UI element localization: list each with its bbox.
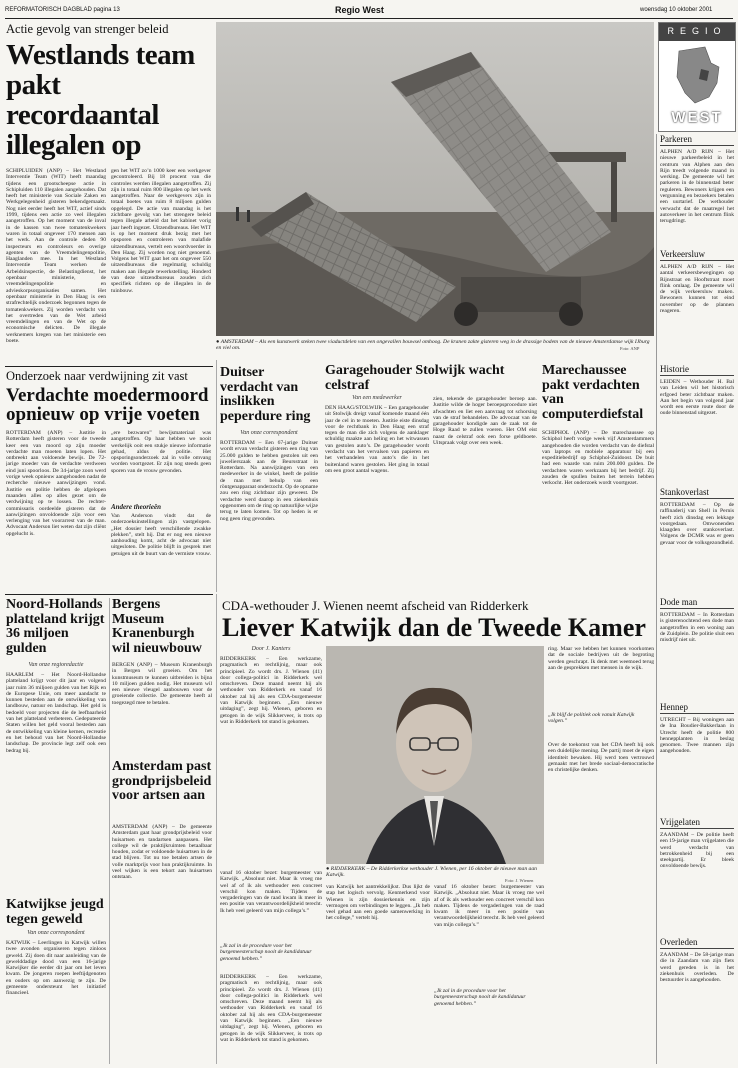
article10-headline: Liever Katwijk dan de Tweede Kamer	[222, 613, 646, 642]
brief-body: ZAANDAM – De politie heeft een 19-jarige man vrijgelaten die werd verdacht van betrokkenheid bij een steekpartij. Er bleek onvoldoende bewijs.	[660, 832, 734, 870]
masthead-right: woensdag 10 oktober 2001	[640, 7, 713, 13]
article6-headline: Noord-Hollands platteland krijgt 36 miljoen gulden	[6, 597, 105, 656]
article8-divider	[109, 598, 110, 1064]
brief-body: ALPHEN A/D RIJN – Het aantal verkeersbewegingen op Rijnstraat en Hooftstraat moet flink omlaag. De gemeente wil de wijk verkeersluw maken. Bewoners kunnen tot eind november op de plannen reageren.	[660, 264, 734, 315]
brief-title: Overleden	[660, 937, 734, 949]
brief-body: ROTTERDAM – Op de raffinaderij van Shell in Pernis heeft zich dinsdag een lekkage voorgedaan. Omwonenden klaagden over stankoverlast. Volgens de DCMR was er geen gevaar voor de volksgezondheid.	[660, 502, 734, 546]
article2-kicker: Onderzoek naar verdwijning zit vast	[6, 369, 188, 383]
portrait-caption-text: RIDDERKERK – De Ridderkerkse wethouder J. Wienen, per 16 oktober de nieuwe man aan Katwijk.	[326, 866, 537, 879]
brief-vrijgelaten	[660, 817, 734, 937]
article9-headline: Amsterdam past grondprijsbeleid voor artsen aan	[112, 759, 212, 803]
article10-col3: van Katwijk het aantrekkelijkst. Dus lijkt de stap het logisch vervolg. Kenmerkend voor Wienen is zijn dossierkennis en zijn vermogen om verbindingen te leggen. „Ik heb veel gehad aan een goede samenwerking in het college,” vertelt hij.	[326, 884, 430, 922]
article10-col4: ring. Maar we hebben het kunnen voorkomen dat de sociale bedrijven uit de begroting werden geschrapt. Ik denk met weemoed terug aan de gesprekken met mensen in de wijk.	[548, 646, 654, 671]
viaduct-photo-image	[216, 22, 654, 336]
article3-byline: Van onze correspondent	[240, 430, 298, 436]
article1-col1: SCHIPLUIDEN (ANP) – Het Westland Interventie Team (WIT) heeft maandag tijdens een grootscheepse actie in Schipluiden 110 illegalen aangehouden. Dat heeft het ministerie van Sociale Zaken en Werkgelegenheid gisteren bekendgemaakt. Nog niet eerder heeft het WIT, actief sinds 1999, tijdens een actie zo veel illegalen aangetroffen. Op het moment van de inval in de kassen van twee tomatenkwekers waren in totaal ongeveer 170 mensen aan het werk. Aan de controle deden 90 inspecteurs en controleurs en overige agenten van de Vreemdelingenpolitie, Haaglanden mee. In het Westland Interventie Team werken de Arbeidsinspectie, de Belastingdienst, het openbaar ministerie, de vreemdelingenpolitie en advieskorpsorganisaties samen. Het openbaar ministerie in Den Haag is een strafrechtelijk onderzoek begonnen tegen de tomatenkwekers. Zij worden verdacht van het overtreden van de Wet arbeid vreemdelingen en van de Wet op de economische delicten. De illegale werknemers kregen van het ministerie een boete.	[6, 168, 106, 345]
article2-col2b: Van Anderson vindt dat de onderzoeksinstellingen zijn vastgelopen. „Het dossier heeft verschillende zwakke plekken”, stelt hij. Dat er nog een nieuwe aanhouding komt, acht de advocaat niet uitgesloten. De politie blijft in gesprek met getuigen uit de buurt van de vermiste vrouw.	[111, 513, 211, 557]
article1-kicker: Actie gevolg van strenger beleid	[6, 22, 169, 36]
brief-body: UTRECHT – Bij woningen aan de Ina Boudier-Bakkerlaan in Utrecht heeft de politie 800 hennepplanten in beslag genomen. Twee mannen zijn aangehouden.	[660, 717, 734, 755]
article10-quote-col3: „Ik zal in de procedure voor het burgemeesterschap nooit de kandidatuur genoemd hebben.”	[434, 988, 526, 1007]
caption-marker-icon: ●	[216, 339, 221, 345]
article4-col1: DEN HAAG/STOLWIJK – Een garagehouder uit Stolwijk dreigt vanaf komende maand één jaar de cel in te moeten. Justitie eiste dinsdag voor de rechtbank in Den Haag een straf tegen de man die zich volgens de aanklager schuldig maakte aan heling en het witwassen van gestolen auto’s. De garagehouder wordt verdacht van het vervalsen van papieren en het verhandelen van auto’s die in het buitenland waren gestolen. Het ging in totaal om een groot aantal wagens.	[325, 405, 429, 474]
article10-col2-cont: RIDDERKERK – Een werkzame, pragmatisch en rechtlijnig, maar ook principieel. Zo wordt drs. J. Wienen (41) door collega-politici in Ridderkerk wel omschreven. Deze maand neemt hij als wethouder van Ridderkerk en vanaf 16 oktober zal hij als een CDA-burgemeester van Katwijk beginnen. „Een nieuwe uitdaging”, zegt hij. Wienen, geboren en getogen in de wijk Slikkerveer, is trots op wat in Ridderkerk tot stand is gekomen.	[220, 974, 322, 1043]
brief-title: Historie	[660, 364, 734, 376]
article10-kicker: CDA-wethouder J. Wienen neemt afscheid van Ridderkerk	[222, 598, 529, 613]
article3-rule	[216, 360, 217, 592]
article4-headline: Garagehouder Stolwijk wacht celstraf	[325, 363, 505, 393]
brief-stankoverlast	[660, 487, 734, 597]
regio-west-logo	[658, 22, 736, 132]
brief-body: ALPHEN A/D RIJN – Het nieuwe parkeerbeleid in het centrum van Alphen aan den Rijn treedt volgende maand in werking. De gemeente wil het parkeren in de binnenstad beter reguleren. Bewoners krijgen een vergunning en bezoekers betalen een uurtarief. De wethouder verwacht dat de maatregel het autoverkeer in het centrum flink terugdringt.	[660, 149, 734, 225]
article3-body: ROTTERDAM – Een 67-jarige Duitser wordt ervan verdacht gisteren een ring van 25.000 gulden te hebben gestolen uit een juwelierszaak aan de Beursstraat in Rotterdam. Na aanwijzingen van een medewerker in de winkel, heeft de politie de man met behulp van een röntgenapparaat onderzocht. Op de opname zou een ring zichtbaar zijn geweest. De verdachte werd daarop in een ziekenhuis opgenomen om de ring op natuurlijke wijze terug te laten komen. Tot op heden is er nog geen ring gevonden.	[220, 440, 318, 522]
brief-parkeren	[660, 134, 734, 249]
article10-col3b: vanaf 16 oktober bezet: burgemeester van Katwijk. „Absoluut niet. Maar ik vroeg me wel af of ik als wethouder een concreet verschil kon maken. Tijdens de vergaderingen van de raad kwam ik meer in een positie van verantwoordelijkheid terecht. Ik heb veel geleerd van mijn collega’s.”	[434, 884, 544, 928]
brief-verkeersluw	[660, 249, 734, 364]
article10-quote: „Ik zal in de procedure voor het burgemeesterschap nooit de kandidatuur genoemd hebben.”	[220, 943, 312, 962]
article3-headline: Duitser verdacht van inslikken peperdure ring	[220, 365, 311, 424]
masthead-left: REFORMATORISCH DAGBLAD pagina 13	[5, 7, 120, 13]
article7-headline: Katwijkse jeugd tegen geweld	[6, 897, 104, 927]
logo-text-top: REGIO	[667, 26, 727, 36]
masthead-center: Regio West	[335, 5, 384, 15]
article10-byline: Door J. Kanters	[251, 646, 291, 652]
article7-byline: Van onze correspondent	[27, 930, 85, 936]
article10-quote2: „Ik blijf de politiek ook vanuit Katwijk volgen.”	[548, 712, 635, 725]
article2-col2: „ere bezwaren” bewijsmateriaal was aangetroffen. Op haar hebben we nooit werkelijk ooit een stukje nieuwe informatie gehad, aldus de politie. Het opsporingsonderzoek zal in volle omvang worden voortgezet. Er zijn nog steeds geen sporen van de vrouw gevonden.	[111, 430, 211, 474]
article2-subhead: Andere theorieën	[111, 503, 161, 511]
logo-text-bottom: WEST	[671, 109, 723, 126]
portrait-credit: Foto: J. Wienen	[505, 878, 534, 883]
article1-headline: Westlands team pakt recordaantal illegalen op	[6, 39, 195, 161]
article5-body: SCHIPHOL (ANP) – De marechaussee op Schiphol heeft vorige week vijf Amsterdammers aangehouden die worden verdacht van de diefstal van laptops en mobiele apparatuur bij een expeditiebedrijf op Schiphol-Zuidoost. De buit had een waarde van ruim 200.000 gulden. De verdachten waren werkzaam bij het bedrijf. Zij zouden de spullen buiten het terrein hebben verkocht. Het onderzoek wordt voortgezet.	[542, 430, 654, 487]
brief-body: LEIDEN – Wethouder H. Bal van Leiden wil het historisch erfgoed beter zichtbaar maken. Aan het begin van volgend jaar wordt een eerste route door de oude binnenstad uitgezet.	[660, 379, 734, 417]
article9-body: AMSTERDAM (ANP) – De gemeente Amsterdam gaat haar grondprijsbeleid voor huisartsen en tandartsen aanpassen. Het college wil de praktijkruimten betaalbaar houden, zodat er voldoende huisartsen in de stad blijven. Tot nu toe betalen artsen de volle marktprijs voor hun praktijkruimte. In veel wijken is een tekort aan huisartsen ontstaan.	[112, 824, 212, 881]
article8-headline: Bergens Museum Kranenburgh wil nieuwbouw	[112, 597, 202, 656]
brief-title: Parkeren	[660, 134, 734, 146]
article7-body: KATWIJK – Leerlingen in Katwijk willen twee avonden organiseren tegen zinloos geweld. Zij doen dit naar aanleiding van de gewelddadige dood van een 16-jarige Katwijker die eerder dit jaar om het leven kwam. De jongeren roepen leeftijdgenoten en ouders op om aanwezig te zijn. De gemeente ondersteunt het initiatief financieel.	[6, 940, 106, 997]
caption-marker-icon: ●	[326, 866, 331, 872]
portrait-image	[326, 646, 544, 864]
sidebar-briefs	[660, 134, 734, 1064]
article10-col4b: Over de toekomst van het CDA heeft hij ook een duidelijke mening. De partij moet de eigen identiteit bewaken. Hij werd toen vertrouwd gemaakt met het brede sociaal-democratische en christelijke denken.	[548, 742, 654, 774]
article2-rule	[5, 366, 213, 367]
article10-col1: RIDDERKERK – Een werkzame, pragmatisch en rechtlijnig, maar ook principieel. Zo wordt drs. J. Wienen (41) door collega-politici in Ridderkerk wel omschreven. Deze maand neemt hij als wethouder van Ridderkerk en vanaf 16 oktober zal hij als een CDA-burgemeester van Katwijk beginnen. „Een nieuwe uitdaging”, zegt hij. Wienen, geboren en getogen in de wijk Slikkerveer, is trots op wat in Ridderkerk tot stand is gekomen.	[220, 656, 322, 725]
article4-byline: Van een medewerker	[352, 395, 402, 401]
article6-rule	[5, 594, 213, 595]
article5-headline: Marechaussee pakt verdachten van computerdiefstal	[542, 363, 644, 422]
brief-title: Verkeersluw	[660, 249, 734, 261]
brief-hennep	[660, 702, 734, 817]
brief-body: ROTTERDAM – In Rotterdam is gisterenochtend een dode man aangetroffen in een woning aan de Zuidplein. De politie sluit een misdrijf niet uit.	[660, 612, 734, 644]
masthead-rule	[5, 18, 733, 19]
viaduct-photo-caption	[216, 339, 654, 353]
brief-historie	[660, 364, 734, 487]
viaduct-photo-credit: Foto: ANP	[620, 346, 640, 351]
brief-dode-man	[660, 597, 734, 702]
viaduct-photo	[216, 22, 654, 336]
brief-title: Stankoverlast	[660, 487, 734, 499]
sidebar-divider	[656, 134, 657, 1064]
portrait-photo	[326, 646, 544, 864]
brief-title: Dode man	[660, 597, 734, 609]
article6-body: HAARLEM – Het Noord-Hollandse platteland krijgt voor dit jaar en volgend jaar ruim 36 miljoen gulden van het Rijk en de Europese Unie, om meer aandacht te kunnen besteden aan de ontwikkeling van landbouw, natuur en landschap. Het geld is bedoeld voor projecten die de leefbaarheid van het platteland verbeteren. Gedeputeerde Staten willen het geld vooral besteden aan de ontwikkeling van kleine kernen, recreatie en het behoud van het Noord-Hollandse landschap. De provincie legt zelf ook een bedrag bij.	[6, 672, 106, 754]
article6-byline: Van onze regioredactie	[28, 662, 84, 668]
brief-body: ZAANDAM – De 58-jarige man die in Zaandam van zijn fiets werd gereden is in het ziekenhuis overleden. De bestuurder is aangehouden.	[660, 952, 734, 984]
article4-col2: zien, tekende de garagehouder beroep aan. Justitie wilde de hoger beroepsprocedure niet afwachten en liet een aanvraag tot schorsing van de straf behandelen. De advocaat van de garagehouder kondigde aan de zaak tot de Hoge Raad te zullen voeren. Het OM eist naast de celstraf ook een forse geldboete. Uitspraak volgt over een week.	[433, 396, 537, 447]
article2-headline: Verdachte moedermoord opnieuw op vrije voeten	[6, 385, 209, 425]
viaduct-caption-text: AMSTERDAM – Als een kunstwerk steken twee viaductdelen van een ongevallen bouwsel omhoog. De kranen zakte gisteren weg in de drassige bodem van de nieuwe Amsterdamse wijk IJburg en viel om.	[216, 339, 650, 352]
article10-divider	[216, 594, 217, 1064]
article8-body: BERGEN (ANP) – Museum Kranenburgh in Bergen wil groeien. Om het kunstmuseum te kunnen uitbreiden is bijna 10 miljoen gulden nodig. Het museum wil een nieuwe vleugel aanbouwen voor de groeiende collectie. De gemeente heeft al toegezegd mee te betalen.	[112, 662, 212, 706]
article1-col2: gen het WIT zo’n 1000 keer een werkgever gecontroleerd. Bij 18 procent van die controles werden illegalen aangetroffen. Zij zijn in totaal ruim 800 illegalen op het werk aangetroffen. Naar de werkgevers zijn in totaal boetes van ruim 8 miljoen gulden opgelegd. De actie van maandag is het zichtbare gevolg van het strengere beleid tegen illegale arbeid dat het kabinet vorig jaar heeft ingezet. Uitzendbureaus. Het WIT is op het moment druk bezig met het opsporen en controleren van malafide uitzendbureaus, vertelt een woordvoerder in Den Haag. Zij worden nog niet genoemd. Volgens het WIT gaat het om ongeveer 550 uitzendbureaus die regelmatig schuldig maken aan illegale tewerkstelling. Honderd van deze uitzendbureaus zouden zich specifiek richten op de illegalen in de tuinbouw.	[111, 168, 211, 294]
brief-overleden	[660, 937, 734, 1047]
brief-title: Hennep	[660, 702, 734, 714]
article10-col2: vanaf 16 oktober bezet: burgemeester van Katwijk. „Absoluut niet. Maar ik vroeg me wel af of ik als wethouder een concreet verschil kon maken. Tijdens de vergaderingen van de raad kwam ik meer in een positie van verantwoordelijkheid terecht. Ik heb veel geleerd van mijn collega’s.”	[220, 870, 322, 914]
article2-col1: ROTTERDAM (ANP) – Justitie in Rotterdam heeft gisteren voor de tweede keer een van moord op zijn moeder verdachte man moeten laten lopen. Het ontbreekt aan voldoende bewijs. De 72-jarige moeder van de verdachte verdween eind juni spoorloos. De 34-jarige zoon werd vorige week opnieuw aangehouden nadat de recherche nieuwe aanwijzingen vond. Justitie en politie hebben de afgelopen maanden alles op alles gezet om de verdwijning op te lossen. De rechter-commissaris oordeelde gisteren dat de aanwijzingen onvoldoende zijn voor een verlenging van het voorarrest van de man. Advocaat Anderson liet weten dat zijn cliënt opgelucht is.	[6, 430, 106, 537]
brief-title: Vrijgelaten	[660, 817, 734, 829]
